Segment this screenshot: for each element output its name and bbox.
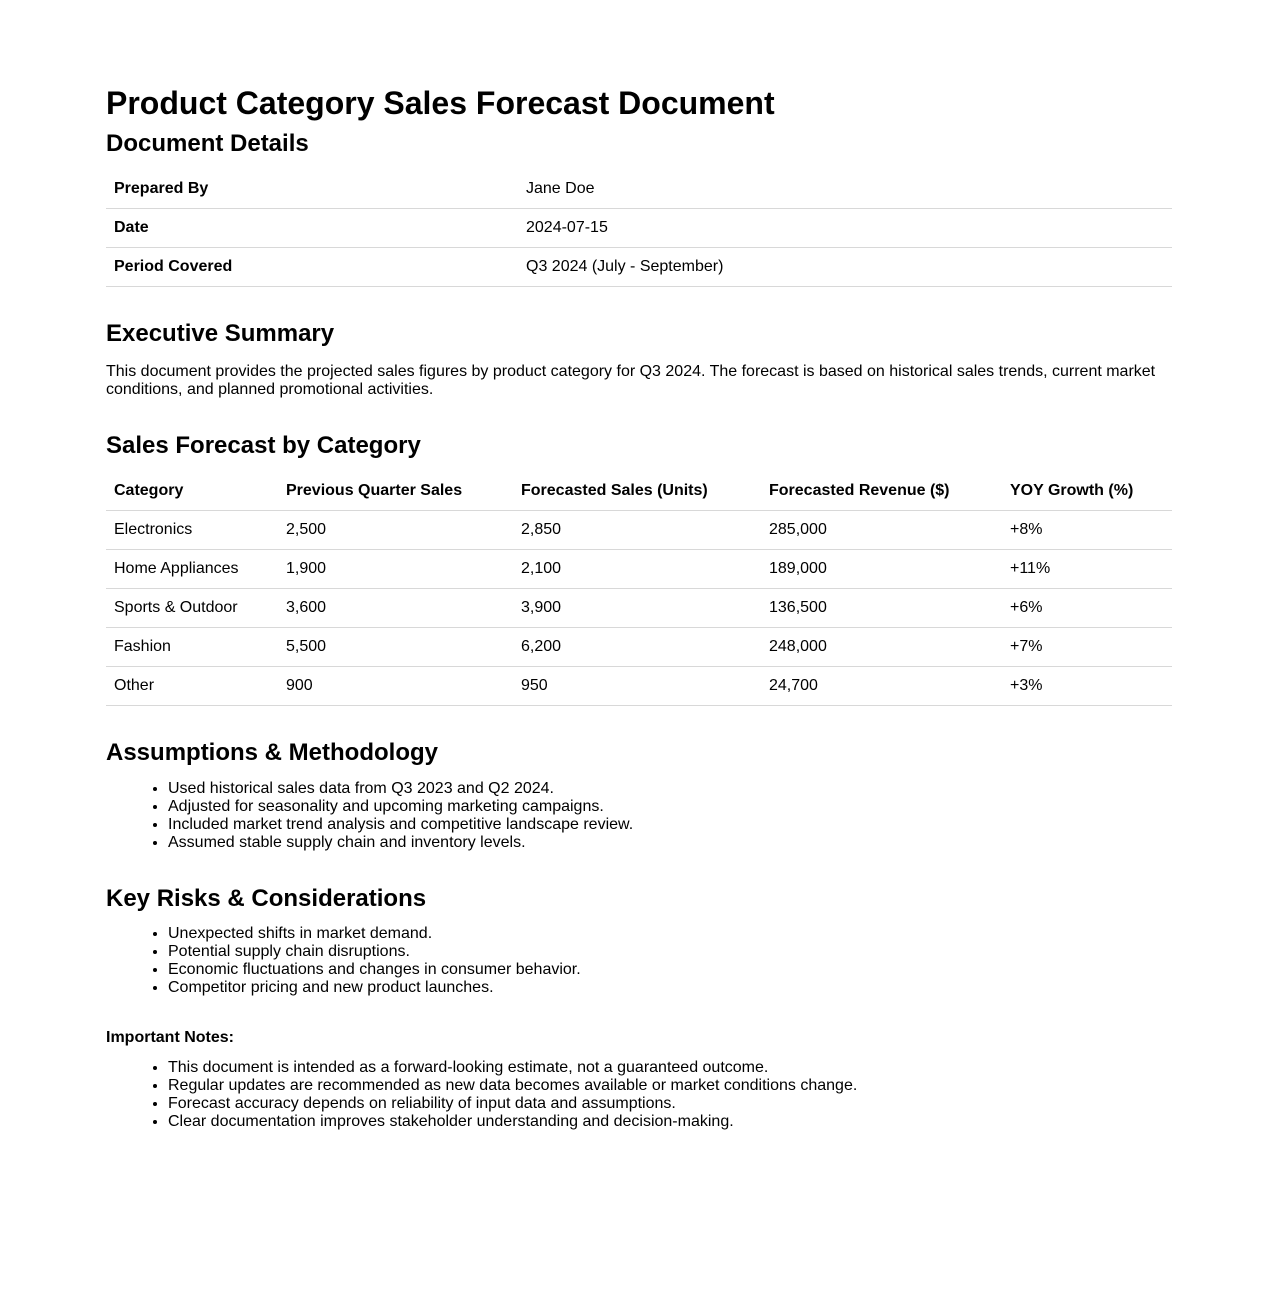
cell-category: Fashion [106, 627, 278, 666]
column-header-category: Category [106, 472, 278, 511]
column-header-previous-sales: Previous Quarter Sales [278, 472, 513, 511]
cell-forecasted-revenue: 189,000 [761, 549, 1002, 588]
list-item: • Forecast accuracy depends on reliability of input data and assumptions. [168, 1095, 1172, 1113]
risks-heading: Key Risks & Considerations [106, 884, 427, 912]
cell-previous-sales: 5,500 [278, 627, 513, 666]
document-details-table [106, 170, 1172, 287]
assumptions-list [106, 780, 1172, 852]
cell-forecasted-units: 2,850 [513, 510, 761, 549]
list-item: • Assumed stable supply chain and inventory levels. [168, 834, 1172, 852]
list-item: • Unexpected shifts in market demand. [168, 925, 1172, 943]
cell-yoy-growth: +6% [1002, 588, 1172, 627]
table-row [106, 627, 1172, 666]
list-item: • Included market trend analysis and competitive landscape review. [168, 816, 1172, 834]
cell-yoy-growth: +11% [1002, 549, 1172, 588]
details-label: Prepared By [106, 170, 518, 209]
cell-forecasted-units: 3,900 [513, 588, 761, 627]
details-value: Jane Doe [518, 170, 1172, 209]
cell-forecasted-revenue: 248,000 [761, 627, 1002, 666]
details-label: Date [106, 209, 518, 248]
risks-list [106, 925, 1172, 997]
cell-yoy-growth: +8% [1002, 510, 1172, 549]
cell-previous-sales: 1,900 [278, 549, 513, 588]
sales-forecast-table [106, 472, 1172, 706]
executive-summary-heading: Executive Summary [106, 320, 335, 348]
column-header-forecasted-units: Forecasted Sales (Units) [513, 472, 761, 511]
assumptions-heading: Assumptions & Methodology [106, 738, 438, 766]
table-header-row [106, 472, 1172, 511]
cell-category: Other [106, 666, 278, 705]
list-item: • Adjusted for seasonality and upcoming marketing campaigns. [168, 798, 1172, 816]
list-item: • Competitor pricing and new product launches. [168, 979, 1172, 997]
list-item: • Clear documentation improves stakeholder understanding and decision-making. [168, 1113, 1172, 1131]
important-notes-list [106, 1059, 1172, 1131]
details-row-period [106, 248, 1172, 287]
page-title: Product Category Sales Forecast Document [106, 85, 775, 121]
cell-previous-sales: 2,500 [278, 510, 513, 549]
list-item: • This document is intended as a forward-looking estimate, not a guaranteed outcome. [168, 1059, 1172, 1077]
cell-previous-sales: 900 [278, 666, 513, 705]
executive-summary-text: This document provides the projected sales figures by product category for Q3 2024. The forecast is based on historical sales trends, current market conditions, and planned promotional activities. [106, 362, 1156, 398]
cell-forecasted-units: 6,200 [513, 627, 761, 666]
sales-forecast-heading: Sales Forecast by Category [106, 431, 421, 459]
column-header-forecasted-revenue: Forecasted Revenue ($) [761, 472, 1002, 511]
details-label: Period Covered [106, 248, 518, 287]
cell-category: Home Appliances [106, 549, 278, 588]
cell-yoy-growth: +7% [1002, 627, 1172, 666]
list-item: • Potential supply chain disruptions. [168, 943, 1172, 961]
details-value: Q3 2024 (July - September) [518, 248, 1172, 287]
details-row-date [106, 209, 1172, 248]
table-row [106, 510, 1172, 549]
table-row [106, 588, 1172, 627]
cell-yoy-growth: +3% [1002, 666, 1172, 705]
details-row-prepared-by [106, 170, 1172, 209]
column-header-yoy-growth: YOY Growth (%) [1002, 472, 1172, 511]
table-row [106, 666, 1172, 705]
important-notes-heading: Important Notes: [106, 1029, 234, 1047]
details-value: 2024-07-15 [518, 209, 1172, 248]
list-item: • Used historical sales data from Q3 2023 and Q2 2024. [168, 780, 1172, 798]
document-details-heading: Document Details [106, 130, 309, 158]
cell-forecasted-revenue: 24,700 [761, 666, 1002, 705]
cell-forecasted-units: 2,100 [513, 549, 761, 588]
list-item: • Regular updates are recommended as new data becomes available or market conditions change. [168, 1077, 1172, 1095]
cell-category: Electronics [106, 510, 278, 549]
cell-forecasted-revenue: 136,500 [761, 588, 1002, 627]
cell-category: Sports & Outdoor [106, 588, 278, 627]
cell-forecasted-units: 950 [513, 666, 761, 705]
list-item: • Economic fluctuations and changes in consumer behavior. [168, 961, 1172, 979]
cell-forecasted-revenue: 285,000 [761, 510, 1002, 549]
cell-previous-sales: 3,600 [278, 588, 513, 627]
table-row [106, 549, 1172, 588]
